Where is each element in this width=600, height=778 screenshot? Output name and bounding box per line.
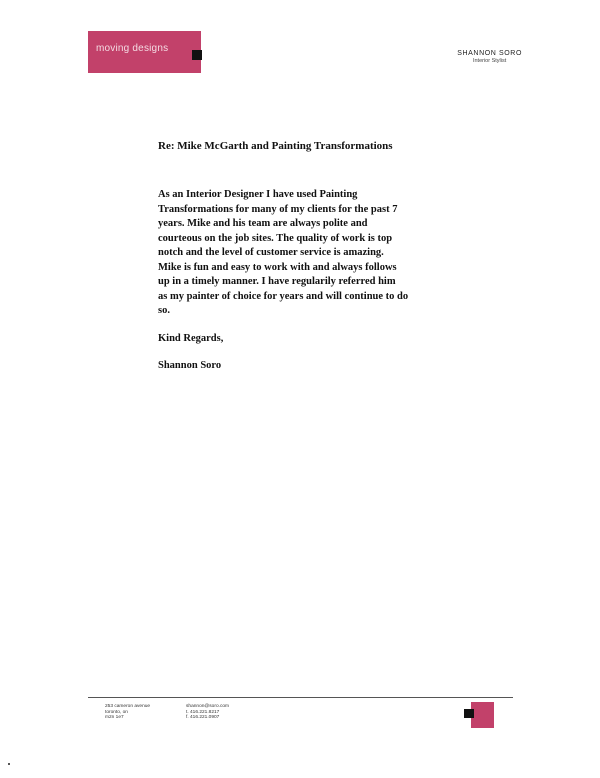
footer-contact bbox=[186, 704, 229, 721]
footer-logo-pink-square bbox=[471, 702, 494, 728]
footer-fax: f. 416.221.0907 bbox=[186, 715, 220, 721]
footer-logo-black-square bbox=[464, 709, 474, 718]
letter-subject: Re: Mike McGarth and Painting Transformations bbox=[158, 140, 393, 152]
letterhead-name-block bbox=[457, 50, 522, 64]
logo-square-mark bbox=[192, 50, 202, 60]
logo-text: moving designs bbox=[96, 43, 169, 54]
address-line: m2n 1e7 bbox=[105, 715, 124, 721]
footer-email: shannon@soro.com bbox=[186, 704, 230, 709]
header-title: Interior Stylist bbox=[472, 58, 507, 64]
footer-logo-mark bbox=[464, 702, 494, 728]
letter-body: As an Interior Designer I have used Painting Transformations for many of my clients for the past 7 years. Mike and his team are always polite and courteous on the job sites. The quality of work is top notch and the level of customer service is amazing. Mike is fun and easy to work with and always follows up in a timely manner. I have regularily referred him as my painter of choice for years and will continue to do so. bbox=[158, 189, 409, 316]
letter-signature: Shannon Soro bbox=[158, 359, 222, 371]
header-name: SHANNON SORO bbox=[457, 50, 522, 57]
footer-phone: t. 416.221.8217 bbox=[186, 709, 220, 715]
address-line: 253 cameron avenue bbox=[105, 704, 151, 709]
letter-content bbox=[158, 140, 458, 371]
letter-closing: Kind Regards, bbox=[158, 332, 224, 344]
scan-speck bbox=[8, 763, 10, 765]
address-line: toronto, on bbox=[105, 709, 128, 715]
footer-divider bbox=[88, 697, 513, 698]
moving-designs-logo bbox=[88, 31, 201, 73]
footer-address bbox=[105, 704, 150, 721]
